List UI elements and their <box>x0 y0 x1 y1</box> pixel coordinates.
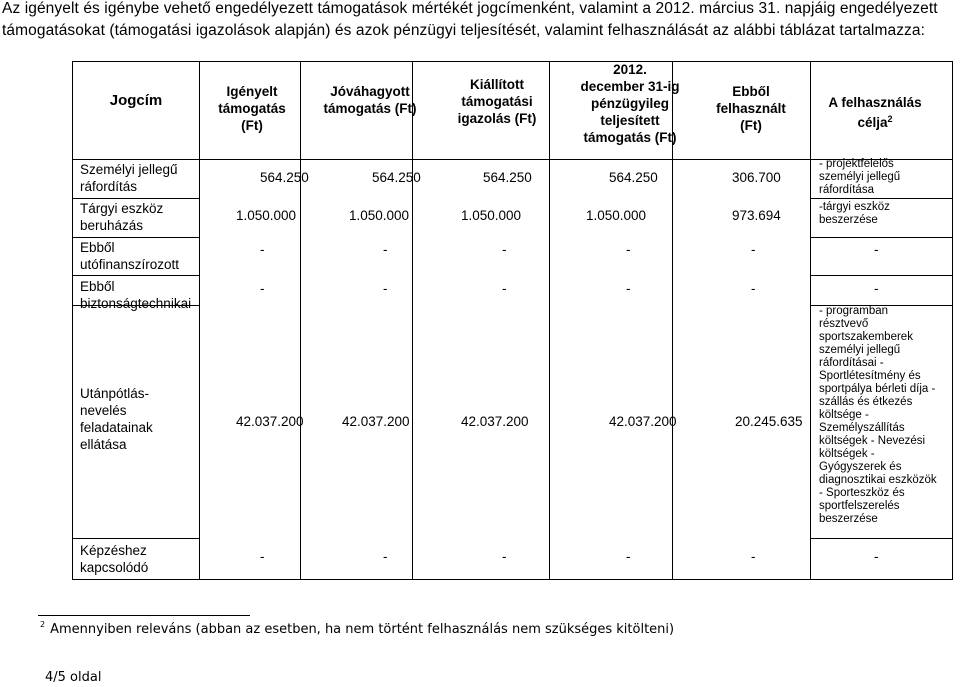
header-cel-text: A felhasználás célja <box>828 95 922 130</box>
row-label-bizt: Ebből biztonságtechnikai <box>80 279 192 311</box>
cell-r3-igenyelt: - <box>260 242 265 257</box>
cell-r2-jovahagyott: 1.050.000 <box>349 208 410 223</box>
cell-r1-kiallitott: 564.250 <box>483 170 532 185</box>
footnote <box>40 620 674 637</box>
footnote-text: Amennyiben releváns (abban az esetben, ha nem történt felhasználás nem szükséges kitölteni) <box>50 622 675 637</box>
page-number: 4/5 oldal <box>45 670 102 685</box>
cell-r5-teljesitett: 42.037.200 <box>609 414 677 429</box>
intro-text <box>2 0 958 42</box>
row-label-targyi: Tárgyi eszköz beruházás <box>80 201 164 233</box>
header-felhasznalt: Ebből felhasznált (Ft) <box>716 84 786 133</box>
header-kiallitott: Kiállított támogatási igazolás (Ft) <box>457 77 537 126</box>
footnote-number: 2 <box>40 620 46 629</box>
footnote-separator <box>38 615 250 616</box>
header-cel <box>815 94 935 131</box>
cell-r2-purpose: -tárgyi eszköz beszerzése <box>819 201 890 226</box>
footnote-ref: 2 <box>887 114 893 124</box>
intro-line-2: támogatásokat (támogatási igazolások alapján) és azok pénzügyi teljesítését, valamint felhasználását az alábbi táblázat tartalmazza: <box>2 22 926 39</box>
cell-r5-felhasznalt: 20.245.635 <box>735 414 803 429</box>
cell-r1-purpose: - projektfelelős személyi jellegű ráfordítása <box>819 158 901 196</box>
cell-r6-felhasznalt: - <box>751 549 756 564</box>
cell-r6-kiallitott: - <box>502 549 507 564</box>
cell-r4-teljesitett: - <box>626 281 631 296</box>
cell-r4-igenyelt: - <box>260 281 265 296</box>
cell-r4-purpose: - <box>874 281 879 296</box>
cell-r1-igenyelt: 564.250 <box>260 170 309 185</box>
cell-r6-igenyelt: - <box>260 549 265 564</box>
cell-r6-jovahagyott: - <box>383 549 388 564</box>
row-label-utofin: Ebből utófinanszírozott <box>80 240 180 272</box>
intro-line-1: Az igényelt és igénybe vehető engedélyezett támogatások mértékét jogcímenként, valamint a 2012. március 31. napjáig engedélyezett <box>2 0 938 17</box>
header-jovahagyott: Jóváhagyott támogatás (Ft) <box>323 84 417 116</box>
cell-r2-kiallitott: 1.050.000 <box>461 208 522 223</box>
cell-r3-teljesitett: - <box>626 242 631 257</box>
cell-r2-teljesitett: 1.050.000 <box>586 208 647 223</box>
cell-r5-jovahagyott: 42.037.200 <box>342 414 410 429</box>
cell-r1-jovahagyott: 564.250 <box>372 170 421 185</box>
cell-r6-teljesitett: - <box>626 549 631 564</box>
cell-r5-igenyelt: 42.037.200 <box>236 414 304 429</box>
cell-r3-purpose: - <box>874 242 879 257</box>
cell-r5-kiallitott: 42.037.200 <box>461 414 529 429</box>
cell-r3-kiallitott: - <box>502 242 507 257</box>
header-igenyelt: Igényelt támogatás (Ft) <box>218 84 286 133</box>
cell-r5-purpose: - programban résztvevő sportszakemberek személyi jellegű ráfordításai - Sportlétesítmény és sportpálya bérleti díja - szállás és étkezés költsége - Személyszállítás költségek - Nevezési költségek - Gyógyszerek és diagnosztikai eszközök - Sporteszköz és sportfelszerelés beszerzése <box>819 305 937 525</box>
cell-r3-felhasznalt: - <box>751 242 756 257</box>
cell-r4-jovahagyott: - <box>383 281 388 296</box>
cell-r2-felhasznalt: 973.694 <box>732 208 781 223</box>
cell-r4-felhasznalt: - <box>751 281 756 296</box>
header-jogcim: Jogcím <box>109 92 163 109</box>
cell-r3-jovahagyott: - <box>383 242 388 257</box>
cell-r2-igenyelt: 1.050.000 <box>236 208 297 223</box>
cell-r6-purpose: - <box>874 549 879 564</box>
row-label-kepzes: Képzéshez kapcsolódó <box>80 543 149 575</box>
cell-r4-kiallitott: - <box>502 281 507 296</box>
cell-r1-teljesitett: 564.250 <box>609 170 658 185</box>
cell-r1-felhasznalt: 306.700 <box>732 170 781 185</box>
row-label-szemelyi: Személyi jellegű ráfordítás <box>80 162 178 194</box>
header-teljesitett: 2012. december 31-ig pénzügyileg teljesített támogatás (Ft) <box>580 62 680 145</box>
row-label-utanpotlas: Utánpótlás-nevelés feladatainak ellátása <box>80 386 153 452</box>
